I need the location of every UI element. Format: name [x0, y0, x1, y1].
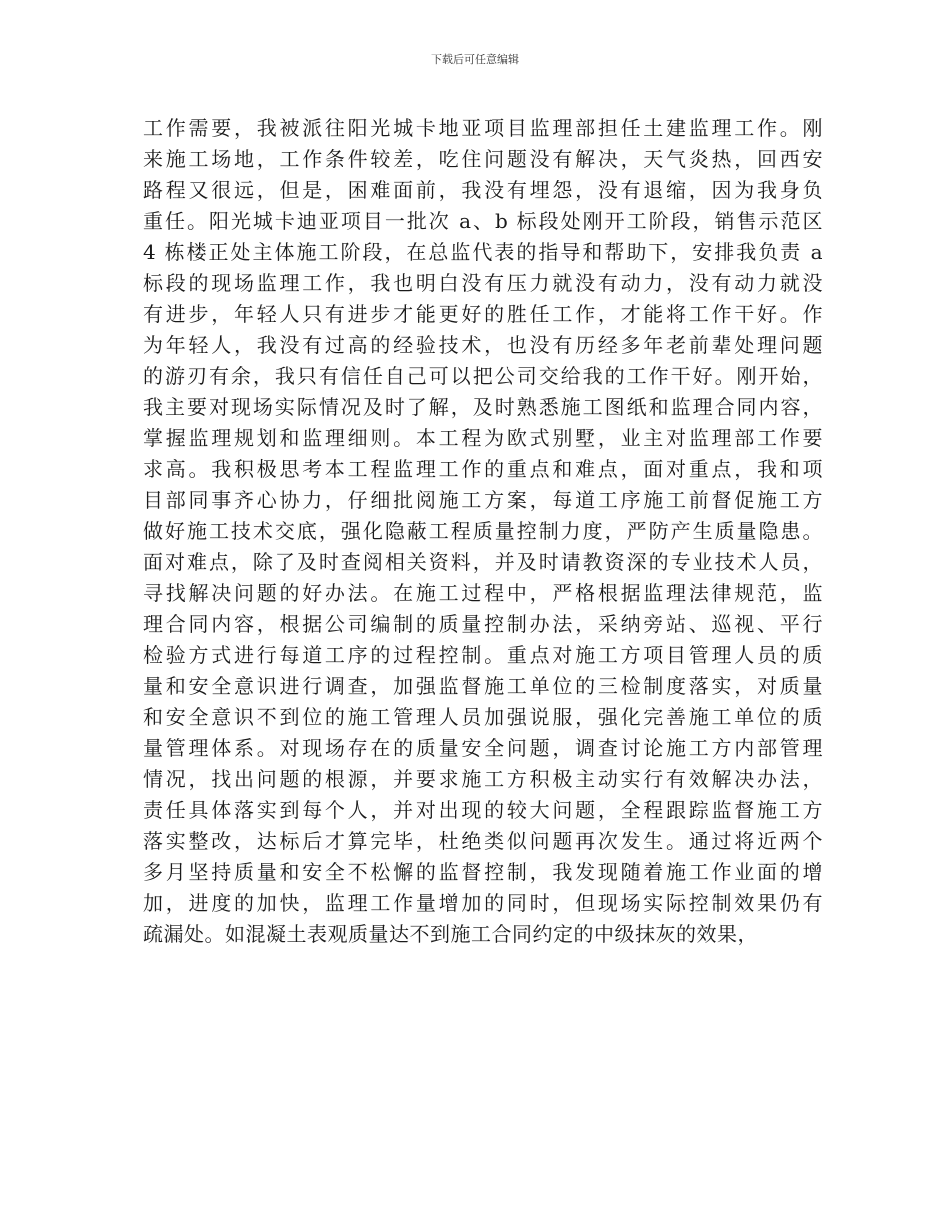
- body-line: 落实整改，达标后才算完毕，杜绝类似问题再次发生。通过将近两个: [143, 829, 823, 853]
- body-line: 检验方式进行每道工序的过程控制。重点对施工方项目管理人员的质: [143, 643, 823, 667]
- body-line: 责任具体落实到每个人，并对出现的较大问题，全程跟踪监督施工方: [143, 798, 823, 822]
- body-line: 为年轻人，我没有过高的经验技术，也没有历经多年老前辈处理问题: [143, 333, 823, 357]
- body-line: 目部同事齐心协力，仔细批阅施工方案，每道工序施工前督促施工方: [143, 488, 823, 512]
- body-line: 重任。阳光城卡迪亚项目一批次 a、b 标段处刚开工阶段，销售示范区: [143, 209, 823, 233]
- body-line: 量管理体系。对现场存在的质量安全问题，调查讨论施工方内部管理: [143, 736, 823, 760]
- body-line: 寻找解决问题的好办法。在施工过程中，严格根据监理法律规范，监: [143, 581, 823, 605]
- body-line: 疏漏处。如混凝土表观质量达不到施工合同约定的中级抹灰的效果，: [143, 922, 758, 946]
- body-line: 面对难点，除了及时查阅相关资料，并及时请教资深的专业技术人员，: [143, 550, 823, 574]
- body-line: 掌握监理规划和监理细则。本工程为欧式别墅，业主对监理部工作要: [143, 426, 823, 450]
- body-line: 理合同内容，根据公司编制的质量控制办法，采纳旁站、巡视、平行: [143, 612, 823, 636]
- body-line: 工作需要，我被派往阳光城卡地亚项目监理部担任土建监理工作。刚: [143, 116, 823, 140]
- body-line: 来施工场地，工作条件较差，吃住问题没有解决，天气炎热，回西安: [143, 147, 823, 171]
- body-line: 量和安全意识进行调查，加强监督施工单位的三检制度落实，对质量: [143, 674, 823, 698]
- body-line: 的游刃有余，我只有信任自己可以把公司交给我的工作干好。刚开始，: [143, 364, 823, 388]
- body-line: 和安全意识不到位的施工管理人员加强说服，强化完善施工单位的质: [143, 705, 823, 729]
- page-header-note: 下载后可任意编辑: [431, 53, 519, 66]
- body-line: 我主要对现场实际情况及时了解，及时熟悉施工图纸和监理合同内容，: [143, 395, 823, 419]
- document-body: [143, 113, 823, 950]
- body-line: 多月坚持质量和安全不松懈的监督控制，我发现随着施工作业面的增: [143, 860, 823, 884]
- body-line: 4 栋楼正处主体施工阶段，在总监代表的指导和帮助下，安排我负责 a: [143, 240, 823, 264]
- body-line: 做好施工技术交底，强化隐蔽工程质量控制力度，严防产生质量隐患。: [143, 519, 823, 543]
- body-line: 加，进度的加快，监理工作量增加的同时，但现场实际控制效果仍有: [143, 891, 823, 915]
- body-line: 求高。我积极思考本工程监理工作的重点和难点，面对重点，我和项: [143, 457, 823, 481]
- body-line: 有进步，年轻人只有进步才能更好的胜任工作，才能将工作干好。作: [143, 302, 823, 326]
- body-line: 情况，找出问题的根源，并要求施工方积极主动实行有效解决办法，: [143, 767, 823, 791]
- body-line: 标段的现场监理工作，我也明白没有压力就没有动力，没有动力就没: [143, 271, 823, 295]
- body-line: 路程又很远，但是，困难面前，我没有埋怨，没有退缩，因为我身负: [143, 178, 823, 202]
